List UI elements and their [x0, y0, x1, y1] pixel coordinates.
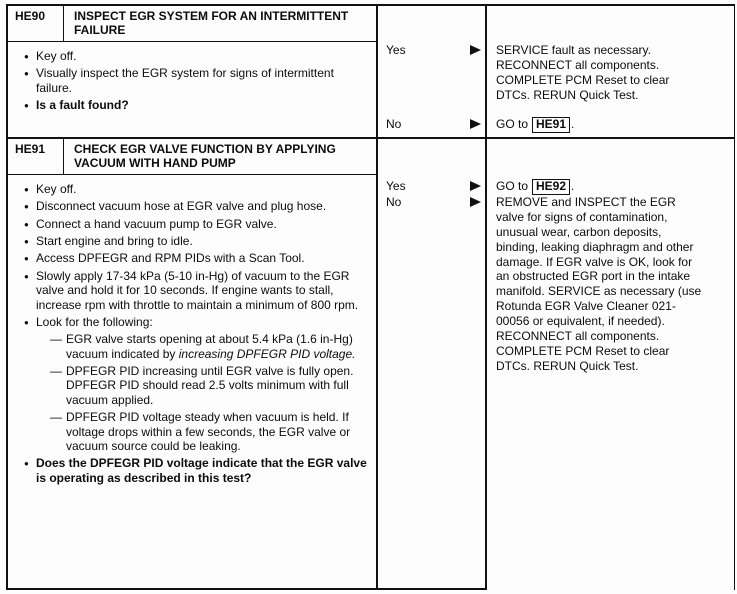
- test-instruction: [24, 234, 368, 248]
- test-step-title: INSPECT EGR SYSTEM FOR AN INTERMITTENT FAILURE: [74, 9, 349, 38]
- test-step-cell-he90: [8, 6, 378, 139]
- test-sub-instruction: [50, 364, 368, 407]
- test-instruction: [24, 199, 368, 213]
- instruction-text: Start engine and bring to idle.: [36, 233, 193, 248]
- test-step-header-he91: [8, 139, 376, 175]
- test-step-code: HE90: [8, 6, 64, 41]
- test-step-header-he90: [8, 6, 376, 42]
- test-question: [24, 456, 368, 485]
- instruction-text-plain: DPFEGR PID increasing until EGR valve is fully open. DPFEGR PID should read 2.5 volts minimum with full vacuum applied.: [66, 364, 354, 407]
- result-no-label: No: [386, 117, 402, 131]
- test-instruction: [24, 315, 368, 329]
- question-text: Does the DPFEGR PID voltage indicate that the EGR valve is operating as described in this test?: [36, 456, 367, 485]
- instruction-text-plain: EGR valve starts opening at about 5.4 kPa (1.6 in-Hg) vacuum indicated by: [66, 332, 353, 361]
- test-step-code: HE91: [8, 139, 64, 174]
- dash-icon: —: [50, 364, 62, 379]
- action-text-no: REMOVE and INSPECT the EGR valve for signs of contamination, unusual wear, carbon deposits, binding, leaking diaphragm and other damage. If EGR valve is OK, look for an obstructed EGR port in the intake manifold. SERVICE as necessary (use Rotunda EGR Valve Cleaner 021-00056 or equivalent, if needed). RECONNECT all components. COMPLETE PCM Reset to clear DTCs. RERUN Quick Test.: [496, 195, 702, 373]
- result-arrow-icon: [470, 197, 481, 207]
- test-instruction: [24, 217, 368, 231]
- bullet-icon: ●: [24, 184, 29, 194]
- result-arrow-icon: [470, 45, 481, 55]
- result-no-label: No: [386, 195, 402, 209]
- go-to-suffix: .: [571, 179, 575, 193]
- test-step-title: CHECK EGR VALVE FUNCTION BY APPLYING VACUUM WITH HAND PUMP: [74, 142, 336, 171]
- bullet-icon: ●: [24, 219, 29, 229]
- bullet-icon: ●: [24, 69, 29, 79]
- instruction-text: Look for the following:: [36, 314, 153, 329]
- dash-icon: —: [50, 332, 62, 347]
- result-arrow-icon: [470, 181, 481, 191]
- test-instruction: [24, 251, 368, 265]
- test-instruction: [24, 269, 368, 312]
- dash-icon: —: [50, 410, 62, 425]
- instruction-text-plain: DPFEGR PID voltage steady when vacuum is held. If voltage drops within a few seconds, the EGR valve or vacuum source could be leaking.: [66, 410, 351, 454]
- instruction-text: [66, 332, 368, 361]
- instruction-text: Key off.: [36, 48, 77, 63]
- instruction-text: Connect a hand vacuum pump to EGR valve.: [36, 216, 277, 231]
- action-text-yes: SERVICE fault as necessary. RECONNECT all components. COMPLETE PCM Reset to clear DTCs. RERUN Quick Test.: [496, 43, 670, 102]
- action-text-yes: [496, 179, 706, 195]
- test-instruction: [24, 66, 368, 95]
- bullet-icon: ●: [24, 459, 29, 469]
- result-no: [386, 195, 481, 209]
- action-cell-he90: [487, 6, 734, 139]
- bullet-icon: ●: [24, 317, 29, 327]
- bullet-icon: ●: [24, 202, 29, 212]
- action-text-no: [496, 117, 706, 133]
- instruction-text: Access DPFEGR and RPM PIDs with a Scan Tool.: [36, 251, 305, 266]
- instruction-text: Key off.: [36, 181, 77, 196]
- instruction-text: Visually inspect the EGR system for signs of intermittent failure.: [36, 66, 334, 95]
- instruction-text: [66, 364, 368, 407]
- test-step-cell-he91: [8, 139, 378, 590]
- pinpoint-test-table: [6, 4, 735, 590]
- instruction-text: Slowly apply 17-34 kPa (5-10 in-Hg) of vacuum to the EGR valve and hold it for 10 seconds. If engine wants to stall, increase rpm with throttle to maintain a minimum of 800 rpm.: [36, 268, 359, 312]
- result-no: [386, 117, 481, 131]
- test-ref-he91: HE91: [532, 117, 570, 133]
- test-sub-instruction: [50, 410, 368, 453]
- test-instructions-he90: [8, 42, 376, 113]
- bullet-icon: ●: [24, 236, 29, 246]
- bullet-icon: ●: [24, 51, 29, 61]
- result-yes-label: Yes: [386, 43, 406, 57]
- instruction-text-italic: increasing DPFEGR PID voltage.: [178, 346, 356, 361]
- result-yes: [386, 43, 481, 57]
- instruction-text: [66, 410, 368, 453]
- test-ref-he92: HE92: [532, 179, 570, 195]
- result-cell-he91: [378, 139, 487, 590]
- result-yes: [386, 179, 481, 193]
- result-arrow-icon: [470, 119, 481, 129]
- action-cell-he91: [487, 139, 734, 590]
- test-instruction: [24, 49, 368, 63]
- test-instructions-he91: [8, 175, 376, 485]
- question-text: Is a fault found?: [36, 97, 129, 112]
- result-yes-label: Yes: [386, 179, 406, 193]
- bullet-icon: ●: [24, 254, 29, 264]
- bullet-icon: ●: [24, 271, 29, 281]
- instruction-text: Disconnect vacuum hose at EGR valve and plug hose.: [36, 199, 327, 214]
- bullet-icon: ●: [24, 100, 29, 110]
- test-instruction: [24, 182, 368, 196]
- test-sub-instruction: [50, 332, 368, 361]
- go-to-suffix: .: [571, 117, 575, 131]
- result-cell-he90: [378, 6, 487, 139]
- go-to-prefix: GO to: [496, 117, 529, 131]
- go-to-prefix: GO to: [496, 179, 529, 193]
- test-question: [24, 98, 368, 112]
